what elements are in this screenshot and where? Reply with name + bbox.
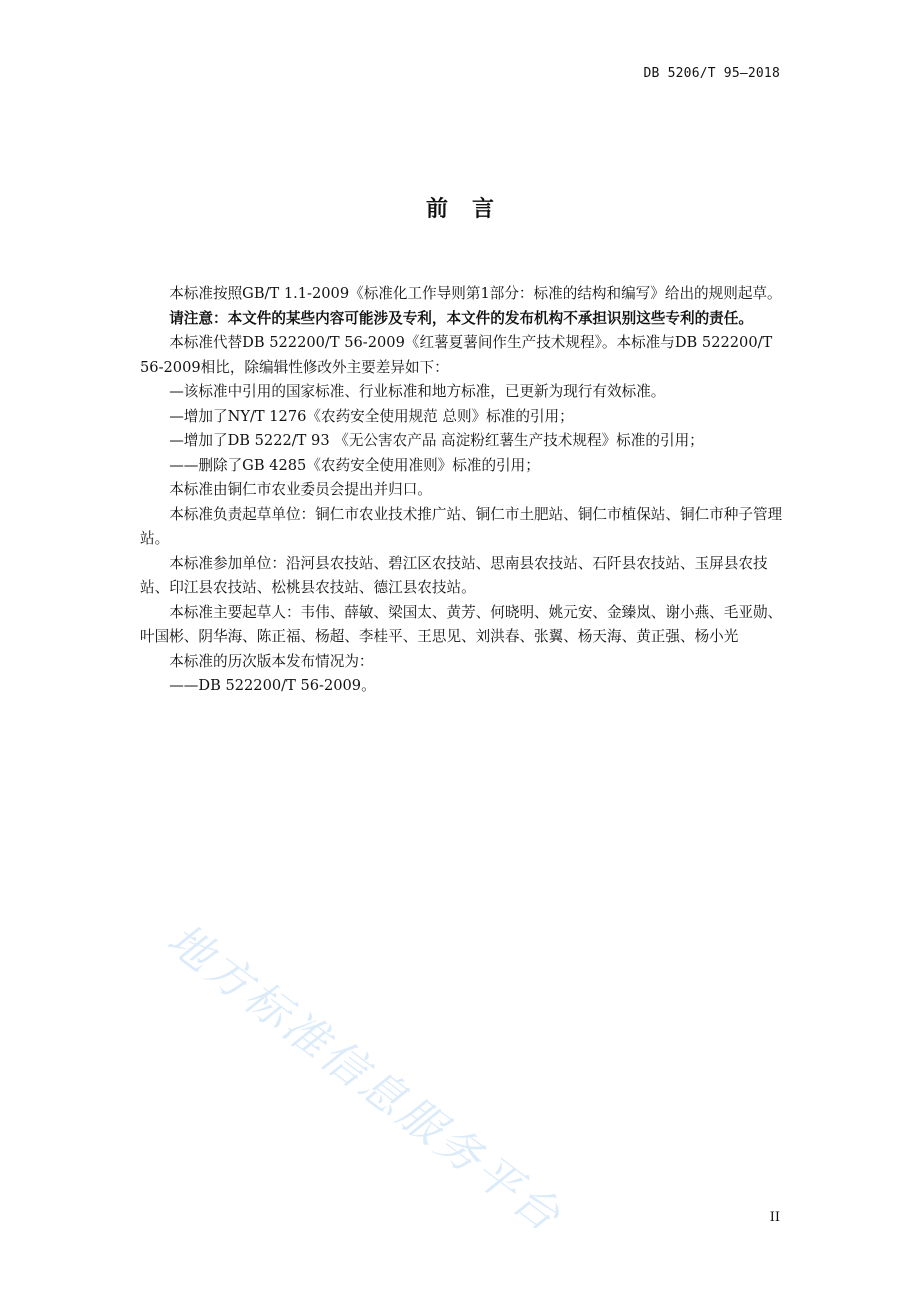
paragraph-drafting-rules: 本标准按照GB/T 1.1-2009《标准化工作导则第1部分：标准的结构和编写》给出的规则起草。 bbox=[169, 285, 782, 302]
paragraph-drafters: 本标准主要起草人：韦伟、薛敏、梁国太、黄芳、何晓明、姚元安、金臻岚、谢小燕、毛亚勋、叶国彬、阴华海、陈正福、杨超、李桂平、王思见、刘洪春、张翼、杨天海、黄正强、杨小光 bbox=[140, 603, 783, 645]
paragraph-replaces: 本标准代替DB 522200/T 56-2009《红薯夏薯间作生产技术规程》。本标准与DB 522200/T 56-2009相比，除编辑性修改外主要差异如下： bbox=[140, 334, 773, 376]
paragraph-drafting-units: 本标准负责起草单位：铜仁市农业技术推广站、铜仁市土肥站、铜仁市植保站、铜仁市种子管理站。 bbox=[140, 505, 783, 547]
watermark-text: 地方标准信息服务平台 bbox=[157, 913, 572, 1244]
foreword-body bbox=[140, 282, 784, 699]
paragraph-participating-units: 本标准参加单位：沿河县农技站、碧江区农技站、思南县农技站、石阡县农技站、玉屏县农技站、印江县农技站、松桃县农技站、德江县农技站。 bbox=[140, 554, 768, 596]
paragraph-version-history: 本标准的历次版本发布情况为： bbox=[169, 652, 374, 670]
paragraph-change-4: ——删除了GB 4285《农药安全使用准则》标准的引用； bbox=[169, 456, 540, 474]
paragraph-patent-notice: 请注意：本文件的某些内容可能涉及专利，本文件的发布机构不承担识别这些专利的责任。 bbox=[169, 309, 753, 327]
paragraph-change-3: —增加了DB 5222/T 93 《无公害农产品 高淀粉红薯生产技术规程》标准的引用； bbox=[169, 432, 704, 449]
page-number: II bbox=[769, 1210, 780, 1225]
paragraph-previous-version: ——DB 522200/T 56-2009。 bbox=[169, 677, 376, 694]
paragraph-proposer: 本标准由铜仁市农业委员会提出并归口。 bbox=[169, 481, 432, 498]
paragraph-change-1: —该标准中引用的国家标准、行业标准和地方标准，已更新为现行有效标准。 bbox=[169, 383, 666, 400]
page-title: 前言 bbox=[425, 197, 518, 222]
paragraph-change-2: —增加了NY/T 1276《农药安全使用规范 总则》标准的引用； bbox=[169, 407, 574, 425]
document-code: DB 5206/T 95—2018 bbox=[643, 66, 780, 81]
